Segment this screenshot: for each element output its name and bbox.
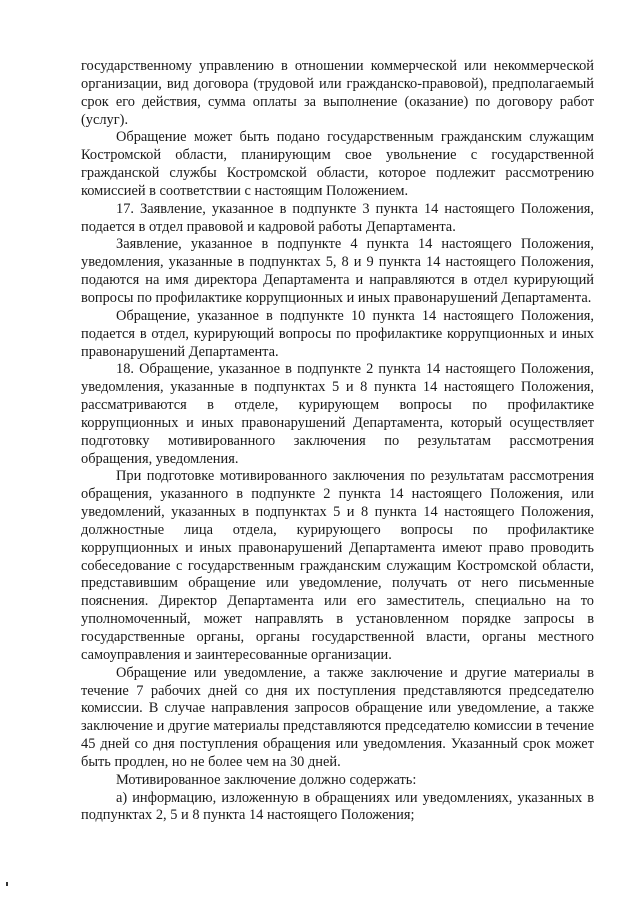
paragraph-statement-notices: Заявление, указанное в подпункте 4 пункта 14 настоящего Положения, уведомления, указанные в подпунктах 5, 8 и 9 пункта 14 настоящего Положения, подаются на имя директора Департамента и направляются в отдел курирующий вопросы по профилактике коррупционных и иных правонарушений Департамента. [81, 236, 594, 306]
paragraph-appeal-submission: Обращение может быть подано государственным гражданским служащим Костромской области, планирующим свое увольнение с государственной гражданской службы Костромской области, которое подлежит рассмотрению комиссией в соответствии с настоящим Положением. [81, 129, 594, 199]
paragraph-conclusion-contents: Мотивированное заключение должно содержать: [116, 771, 417, 788]
paragraph-appeal-subpoint-10: Обращение, указанное в подпункте 10 пункта 14 настоящего Положения, подается в отдел, курирующий вопросы по профилактике коррупционных и иных правонарушений Департамента. [81, 307, 594, 360]
paragraph-conclusion-preparation: При подготовке мотивированного заключения по результатам рассмотрения обращения, указанного в подпункте 2 пункта 14 настоящего Положения, или уведомлений, указанных в подпунктах 5 и 8 пункта 14 настоящего Положения, должностные лица отдела, курирующего вопросы по профилактике коррупционных и иных правонарушений Департамента имеют право проводить собеседование с государственным гражданским служащим Костромской области, представившим обращение или уведомление, получать от него письменные пояснения. Директор Департамента или его заместитель, специально на то уполномоченный, может направлять в установленном порядке запросы в государственные органы, органы государственной власти, органы местного самоуправления и заинтересованные организации. [81, 468, 594, 663]
document-body [81, 58, 594, 825]
paragraph-subitem-a: а) информацию, изложенную в обращениях или уведомлениях, указанных в подпунктах 2, 5 и 8 пункта 14 настоящего Положения; [81, 789, 594, 824]
scan-edge-mark [6, 882, 8, 886]
paragraph-submission-deadlines: Обращение или уведомление, а также заключение и другие материалы в течение 7 рабочих дней со дня их поступления представляются председателю комиссии. В случае направления запросов обращение или уведомление, а также заключение и другие материалы представляются председателю комиссии в течение 45 дней со дня поступления обращения или уведомления. Указанный срок может быть продлен, но не более чем на 30 дней. [81, 664, 594, 770]
paragraph-continuation: государственному управлению в отношении коммерческой или некоммерческой организации, вид договора (трудовой или гражданско-правовой), предполагаемый срок его действия, сумма оплаты за выполнение (оказание) по договору работ (услуг). [81, 58, 594, 128]
paragraph-item-18: 18. Обращение, указанное в подпункте 2 пункта 14 настоящего Положения, уведомления, указанные в подпунктах 5 и 8 пункта 14 настоящего Положения, рассматриваются в отделе, курирующем вопросы по профилактике коррупционных и иных правонарушений Департамента, который осуществляет подготовку мотивированного заключения по результатам рассмотрения обращения, уведомления. [81, 361, 594, 467]
paragraph-item-17: 17. Заявление, указанное в подпункте 3 пункта 14 настоящего Положения, подается в отдел правовой и кадровой работы Департамента. [81, 200, 594, 235]
